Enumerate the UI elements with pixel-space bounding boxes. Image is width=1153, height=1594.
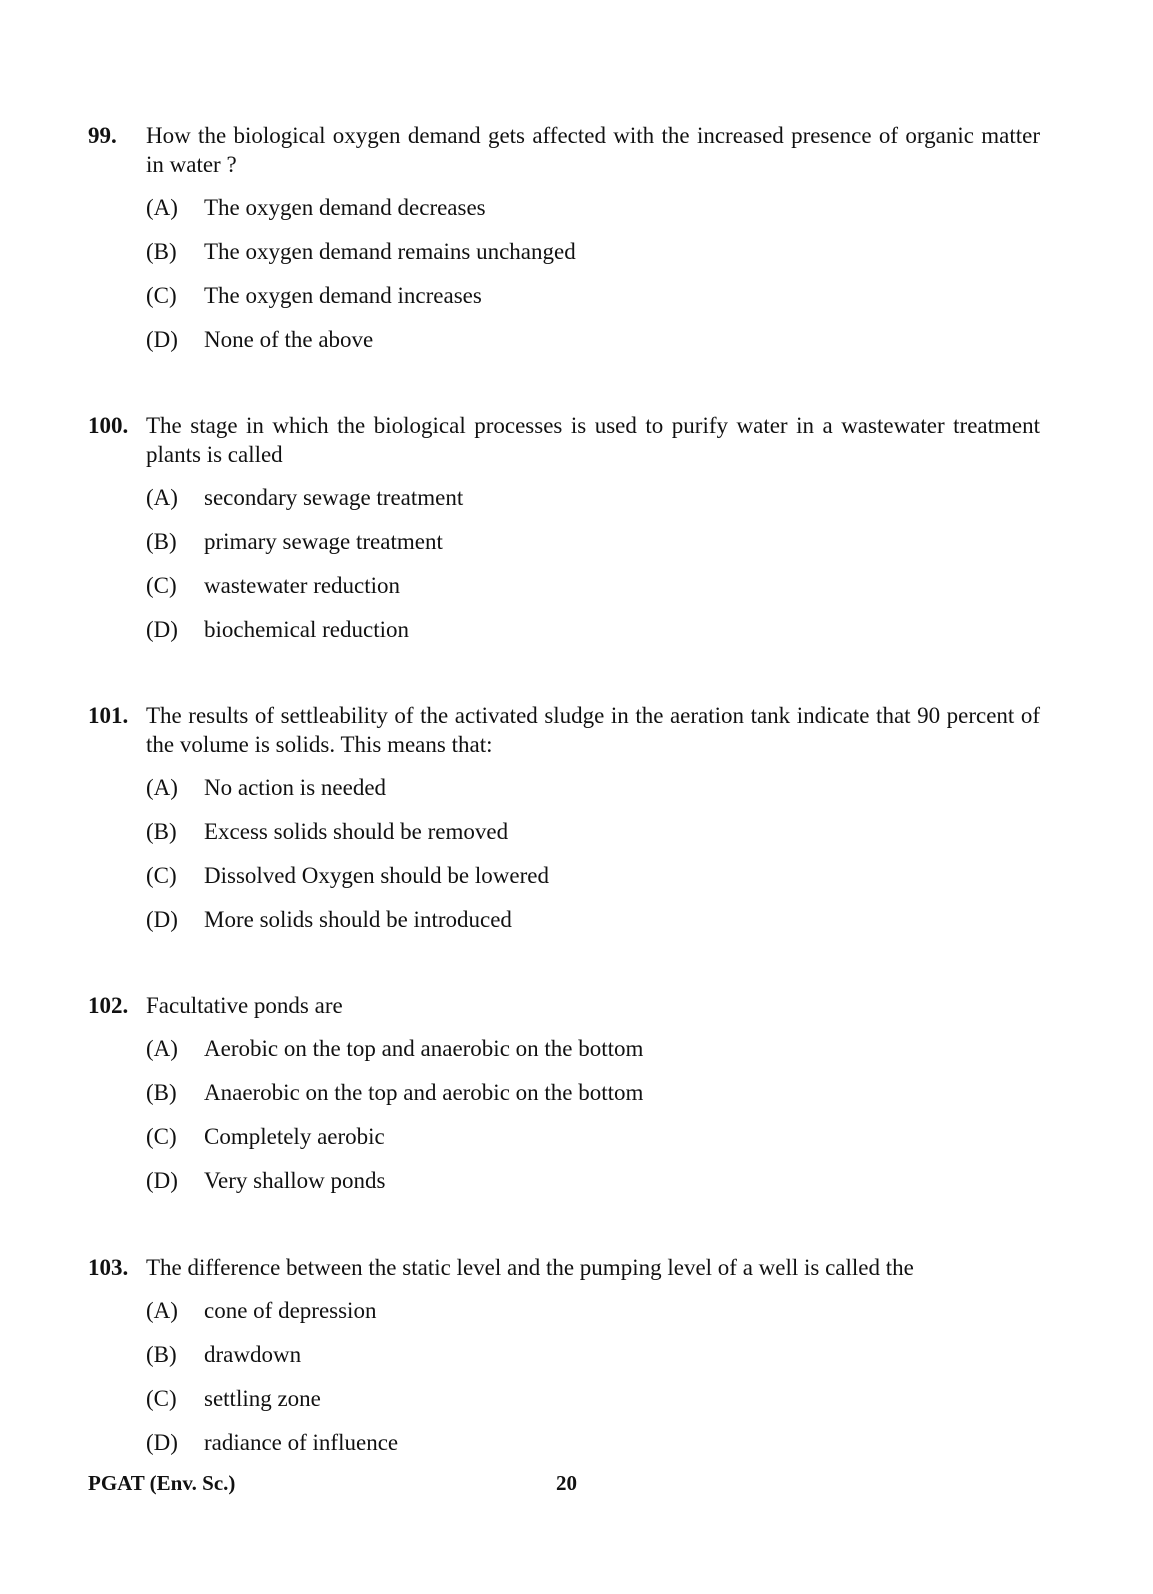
question-text: The stage in which the biological processes is used to purify water in a wastewater treatment plants is called xyxy=(146,413,1040,467)
option-a xyxy=(146,1034,1040,1078)
options-list xyxy=(146,1034,1040,1210)
option-b xyxy=(146,817,1040,861)
option-text: Dissolved Oxygen should be lowered xyxy=(204,863,549,888)
options-list xyxy=(146,773,1040,949)
option-d xyxy=(146,1166,1040,1210)
option-text: The oxygen demand remains unchanged xyxy=(204,239,576,264)
question-stem xyxy=(88,991,1040,1020)
option-letter: (C) xyxy=(146,1386,177,1411)
option-letter: (D) xyxy=(146,1430,178,1455)
option-letter: (B) xyxy=(146,1342,177,1367)
question-number: 103. xyxy=(88,1255,129,1280)
option-text: biochemical reduction xyxy=(204,617,410,642)
option-text: secondary sewage treatment xyxy=(204,485,464,510)
option-c xyxy=(146,1384,1040,1428)
question-number: 99. xyxy=(88,123,117,148)
option-text: wastewater reduction xyxy=(204,573,401,598)
option-d xyxy=(146,905,1040,949)
option-letter: (A) xyxy=(146,775,178,800)
option-text: Very shallow ponds xyxy=(204,1168,386,1193)
option-text: No action is needed xyxy=(204,775,387,800)
question-stem xyxy=(88,701,1040,759)
option-a xyxy=(146,1296,1040,1340)
option-letter: (A) xyxy=(146,195,178,220)
option-letter: (B) xyxy=(146,1080,177,1105)
option-letter: (D) xyxy=(146,617,178,642)
question-stem xyxy=(88,411,1040,469)
question-text: Facultative ponds are xyxy=(146,993,343,1018)
question-text: The results of settleability of the activated sludge in the aeration tank indicate that 90 percent of the volume is solids. This means that: xyxy=(146,703,1040,757)
page-number: 20 xyxy=(556,1471,577,1495)
question-text: The difference between the static level and the pumping level of a well is called the xyxy=(146,1255,914,1280)
option-text: None of the above xyxy=(204,327,374,352)
question-101 xyxy=(88,701,1040,949)
option-d xyxy=(146,325,1040,369)
option-b xyxy=(146,1340,1040,1384)
option-text: settling zone xyxy=(204,1386,321,1411)
question-100 xyxy=(88,411,1040,659)
question-stem xyxy=(88,121,1040,179)
option-text: Excess solids should be removed xyxy=(204,819,509,844)
option-text: drawdown xyxy=(204,1342,302,1367)
option-letter: (C) xyxy=(146,1124,177,1149)
option-letter: (D) xyxy=(146,327,178,352)
question-stem xyxy=(88,1253,1040,1282)
option-b xyxy=(146,237,1040,281)
option-text: Completely aerobic xyxy=(204,1124,385,1149)
option-a xyxy=(146,773,1040,817)
option-a xyxy=(146,483,1040,527)
question-number: 101. xyxy=(88,703,129,728)
option-a xyxy=(146,193,1040,237)
options-list xyxy=(146,483,1040,659)
option-letter: (A) xyxy=(146,485,178,510)
options-list xyxy=(146,1296,1040,1472)
footer-exam-label: PGAT (Env. Sc.) xyxy=(88,1471,236,1495)
option-letter: (D) xyxy=(146,1168,178,1193)
option-b xyxy=(146,527,1040,571)
option-letter: (B) xyxy=(146,239,177,264)
option-text: radiance of influence xyxy=(204,1430,399,1455)
option-c xyxy=(146,1122,1040,1166)
option-c xyxy=(146,281,1040,325)
option-letter: (C) xyxy=(146,863,177,888)
option-letter: (B) xyxy=(146,819,177,844)
option-text: Anaerobic on the top and aerobic on the bottom xyxy=(204,1080,644,1105)
question-number: 102. xyxy=(88,993,129,1018)
option-b xyxy=(146,1078,1040,1122)
option-text: More solids should be introduced xyxy=(204,907,512,932)
option-text: Aerobic on the top and anaerobic on the bottom xyxy=(204,1036,644,1061)
question-103 xyxy=(88,1253,1040,1472)
options-list xyxy=(146,193,1040,369)
option-text: The oxygen demand increases xyxy=(204,283,482,308)
question-102 xyxy=(88,991,1040,1210)
option-c xyxy=(146,861,1040,905)
option-letter: (C) xyxy=(146,283,177,308)
option-letter: (D) xyxy=(146,907,178,932)
option-text: primary sewage treatment xyxy=(204,529,443,554)
option-letter: (A) xyxy=(146,1036,178,1061)
option-c xyxy=(146,571,1040,615)
option-text: cone of depression xyxy=(204,1298,377,1323)
option-text: The oxygen demand decreases xyxy=(204,195,486,220)
question-text: How the biological oxygen demand gets affected with the increased presence of organic matter in water ? xyxy=(146,123,1040,177)
question-number: 100. xyxy=(88,413,129,438)
option-d xyxy=(146,615,1040,659)
question-99 xyxy=(88,121,1040,369)
option-letter: (C) xyxy=(146,573,177,598)
option-d xyxy=(146,1428,1040,1472)
option-letter: (A) xyxy=(146,1298,178,1323)
option-letter: (B) xyxy=(146,529,177,554)
